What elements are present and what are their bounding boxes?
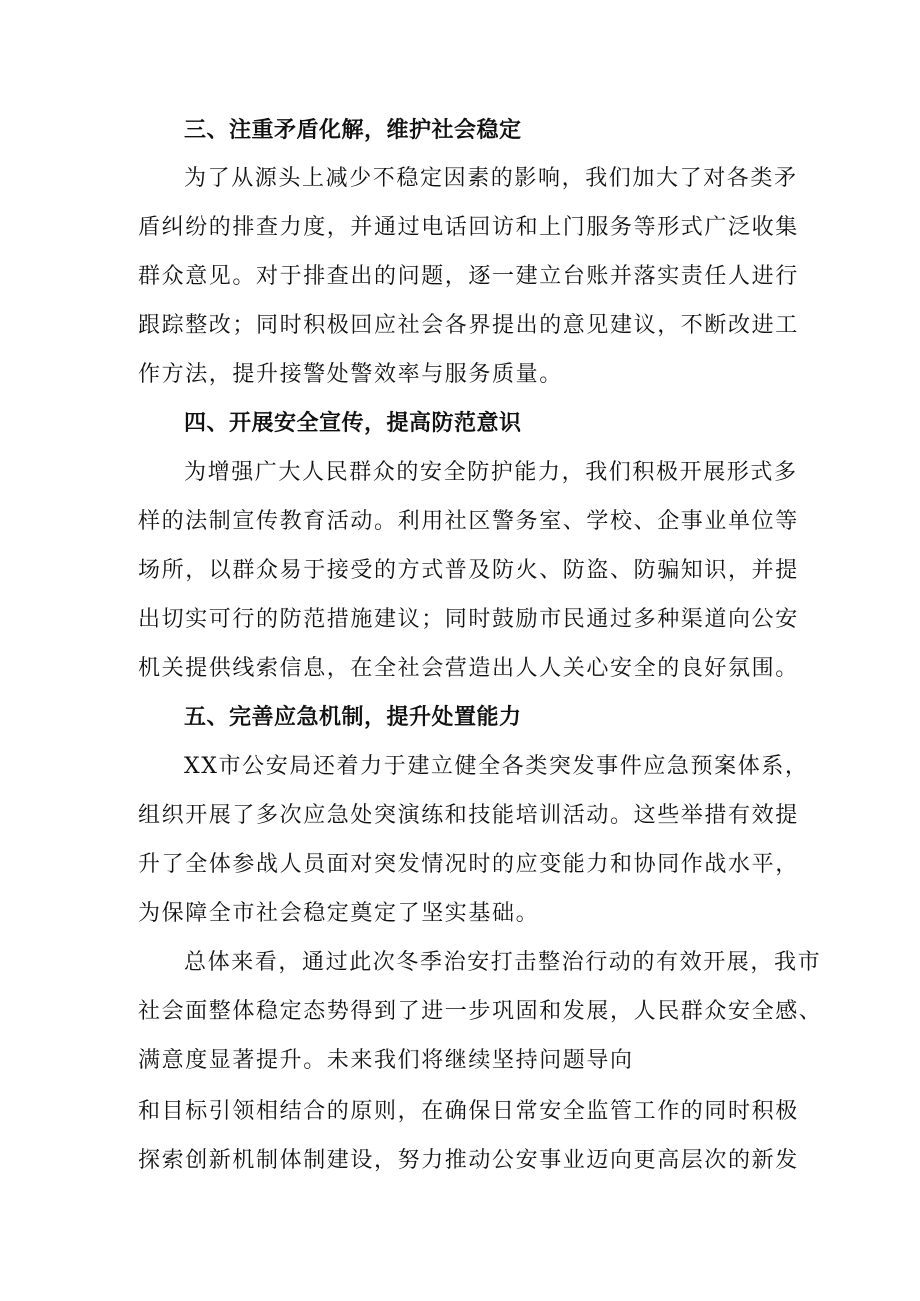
paragraph-line: 群众意见。对于排查出的问题，逐一建立台账并落实责任人进行 bbox=[138, 264, 799, 289]
paragraph-line: 场所，以群众易于接受的方式普及防火、防盗、防骗知识，并提 bbox=[138, 558, 799, 583]
paragraph-line: 社会面整体稳定态势得到了进一步巩固和发展，人民群众安全感、 bbox=[138, 999, 823, 1024]
paragraph-line: 跟踪整改；同时积极回应社会各界提出的意见建议，不断改进工 bbox=[138, 313, 799, 338]
paragraph-line: 满意度显著提升。未来我们将继续坚持问题导向 bbox=[138, 1048, 634, 1073]
paragraph-line: 作方法，提升接警处警效率与服务质量。 bbox=[138, 362, 563, 387]
paragraph-line: 和目标引领相结合的原则，在确保日常安全监管工作的同时积极 bbox=[138, 1099, 799, 1124]
paragraph-line: 组织开展了多次应急处突演练和技能培训活动。这些举措有效提 bbox=[138, 803, 799, 828]
section-heading-3: 三、注重矛盾化解，维护社会稳定 bbox=[184, 118, 522, 143]
paragraph-line: 机关提供线索信息，在全社会营造出人人关心安全的良好氛围。 bbox=[138, 656, 799, 681]
paragraph-line: XX市公安局还着力于建立健全各类突发事件应急预案体系， bbox=[184, 754, 809, 779]
paragraph-line: 盾纠纷的排查力度，并通过电话回访和上门服务等形式广泛收集 bbox=[138, 215, 799, 240]
paragraph-line: 升了全体参战人员面对突发情况时的应变能力和协同作战水平， bbox=[138, 852, 799, 877]
paragraph-line: 为保障全市社会稳定奠定了坚实基础。 bbox=[138, 901, 540, 926]
paragraph-line: 为了从源头上减少不稳定因素的影响，我们加大了对各类矛 bbox=[184, 166, 798, 191]
paragraph-line: 为增强广大人民群众的安全防护能力，我们积极开展形式多 bbox=[184, 460, 798, 485]
paragraph-line: 出切实可行的防范措施建议；同时鼓励市民通过多种渠道向公安 bbox=[138, 607, 799, 632]
paragraph-line: 探索创新机制体制建设，努力推动公安事业迈向更高层次的新发 bbox=[138, 1148, 799, 1173]
paragraph-line: 样的法制宣传教育活动。利用社区警务室、学校、企事业单位等 bbox=[138, 509, 799, 534]
section-heading-4: 四、开展安全宣传，提高防范意识 bbox=[184, 411, 522, 436]
section-heading-5: 五、完善应急机制，提升处置能力 bbox=[184, 705, 522, 730]
paragraph-line: 总体来看，通过此次冬季治安打击整治行动的有效开展，我市 bbox=[184, 950, 822, 975]
